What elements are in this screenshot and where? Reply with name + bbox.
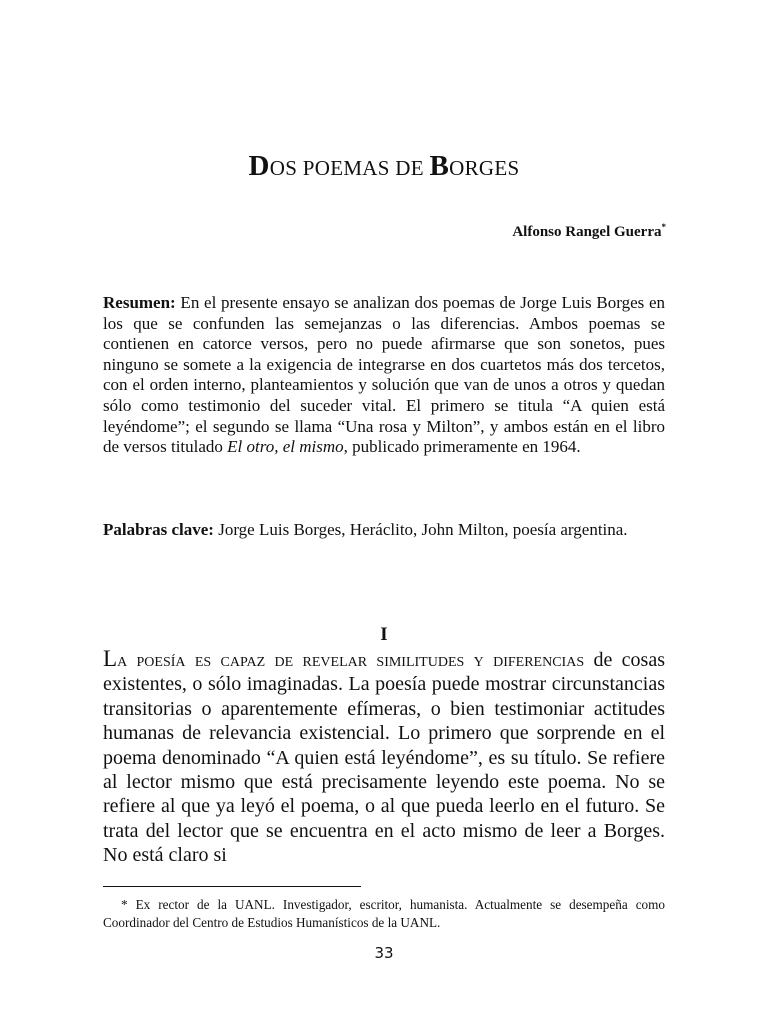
abstract-label: Resumen: — [103, 293, 176, 312]
abstract-book-title: El otro, el mismo — [227, 437, 344, 457]
title-initial-d: D — [248, 150, 270, 182]
abstract-text-1: En el presente ensayo se analizan dos poemas de Jorge Luis Borges en los que se confunden las semejanzas o las diferencias. Ambos poemas se contienen en catorce versos, pero no puede afirmarse que son sonetos, pues ninguno se somete a la exigencia de integrarse en dos cuartetos más dos tercetos, con el orden interno, planteamientos y solución que van de unos a otros y quedan sólo como testimonio del suceder vital. El primero se titula “A quien está leyéndome”; el segundo se llama “Una rosa y Milton”, y ambos están en el libro de versos titulado — [103, 293, 665, 457]
footnote-divider — [103, 886, 361, 887]
footnote-text: Ex rector de la UANL. Investigador, escritor, humanista. Actualmente se desempeña como Coordinador del Centro de Estudios Humanísticos de la UANL. — [103, 897, 665, 930]
keywords-text: Jorge Luis Borges, Heráclito, John Milton, poesía argentina. — [213, 520, 628, 539]
lead-rest: a poesía es capaz de revelar similitudes y diferencias — [117, 649, 585, 671]
page-number: 33 — [374, 944, 394, 962]
body-paragraph — [103, 647, 665, 868]
abstract-text-2: , publicado primeramente en 1964. — [343, 437, 581, 457]
title-initial-b: B — [429, 150, 450, 182]
lead-in — [103, 646, 585, 671]
title-text-1: OS POEMAS DE — [269, 156, 430, 180]
body-text: de cosas existentes, o sólo imaginadas. La poesía puede mostrar circunstancias transitorias o aparentemente efímeras, o bien testimoniar actitudes humanas de relevancia existencial. Lo primero que sorprende en el poema denominado “A quien está leyéndome”, es su título. Se refiere al lector mismo que está precisamente leyendo este poema. No se refiere al que ya leyó el poema, o al que pueda leerlo en el futuro. Se trata del lector que se encuentra en el acto mismo de leer a Borges. No está claro si — [103, 649, 665, 867]
footnote-mark: * — [121, 897, 128, 912]
author-name: Alfonso Rangel Guerra — [512, 224, 662, 240]
keywords-paragraph — [103, 520, 665, 541]
article-title — [0, 150, 768, 183]
author-footnote-mark: * — [661, 222, 666, 232]
section-number: I — [380, 624, 388, 645]
abstract-paragraph — [103, 293, 665, 458]
author-line — [512, 222, 666, 241]
lead-initial: L — [103, 646, 118, 671]
keywords-label: Palabras clave: — [103, 520, 214, 539]
title-text-2: ORGES — [449, 156, 520, 180]
footnote — [103, 896, 665, 932]
